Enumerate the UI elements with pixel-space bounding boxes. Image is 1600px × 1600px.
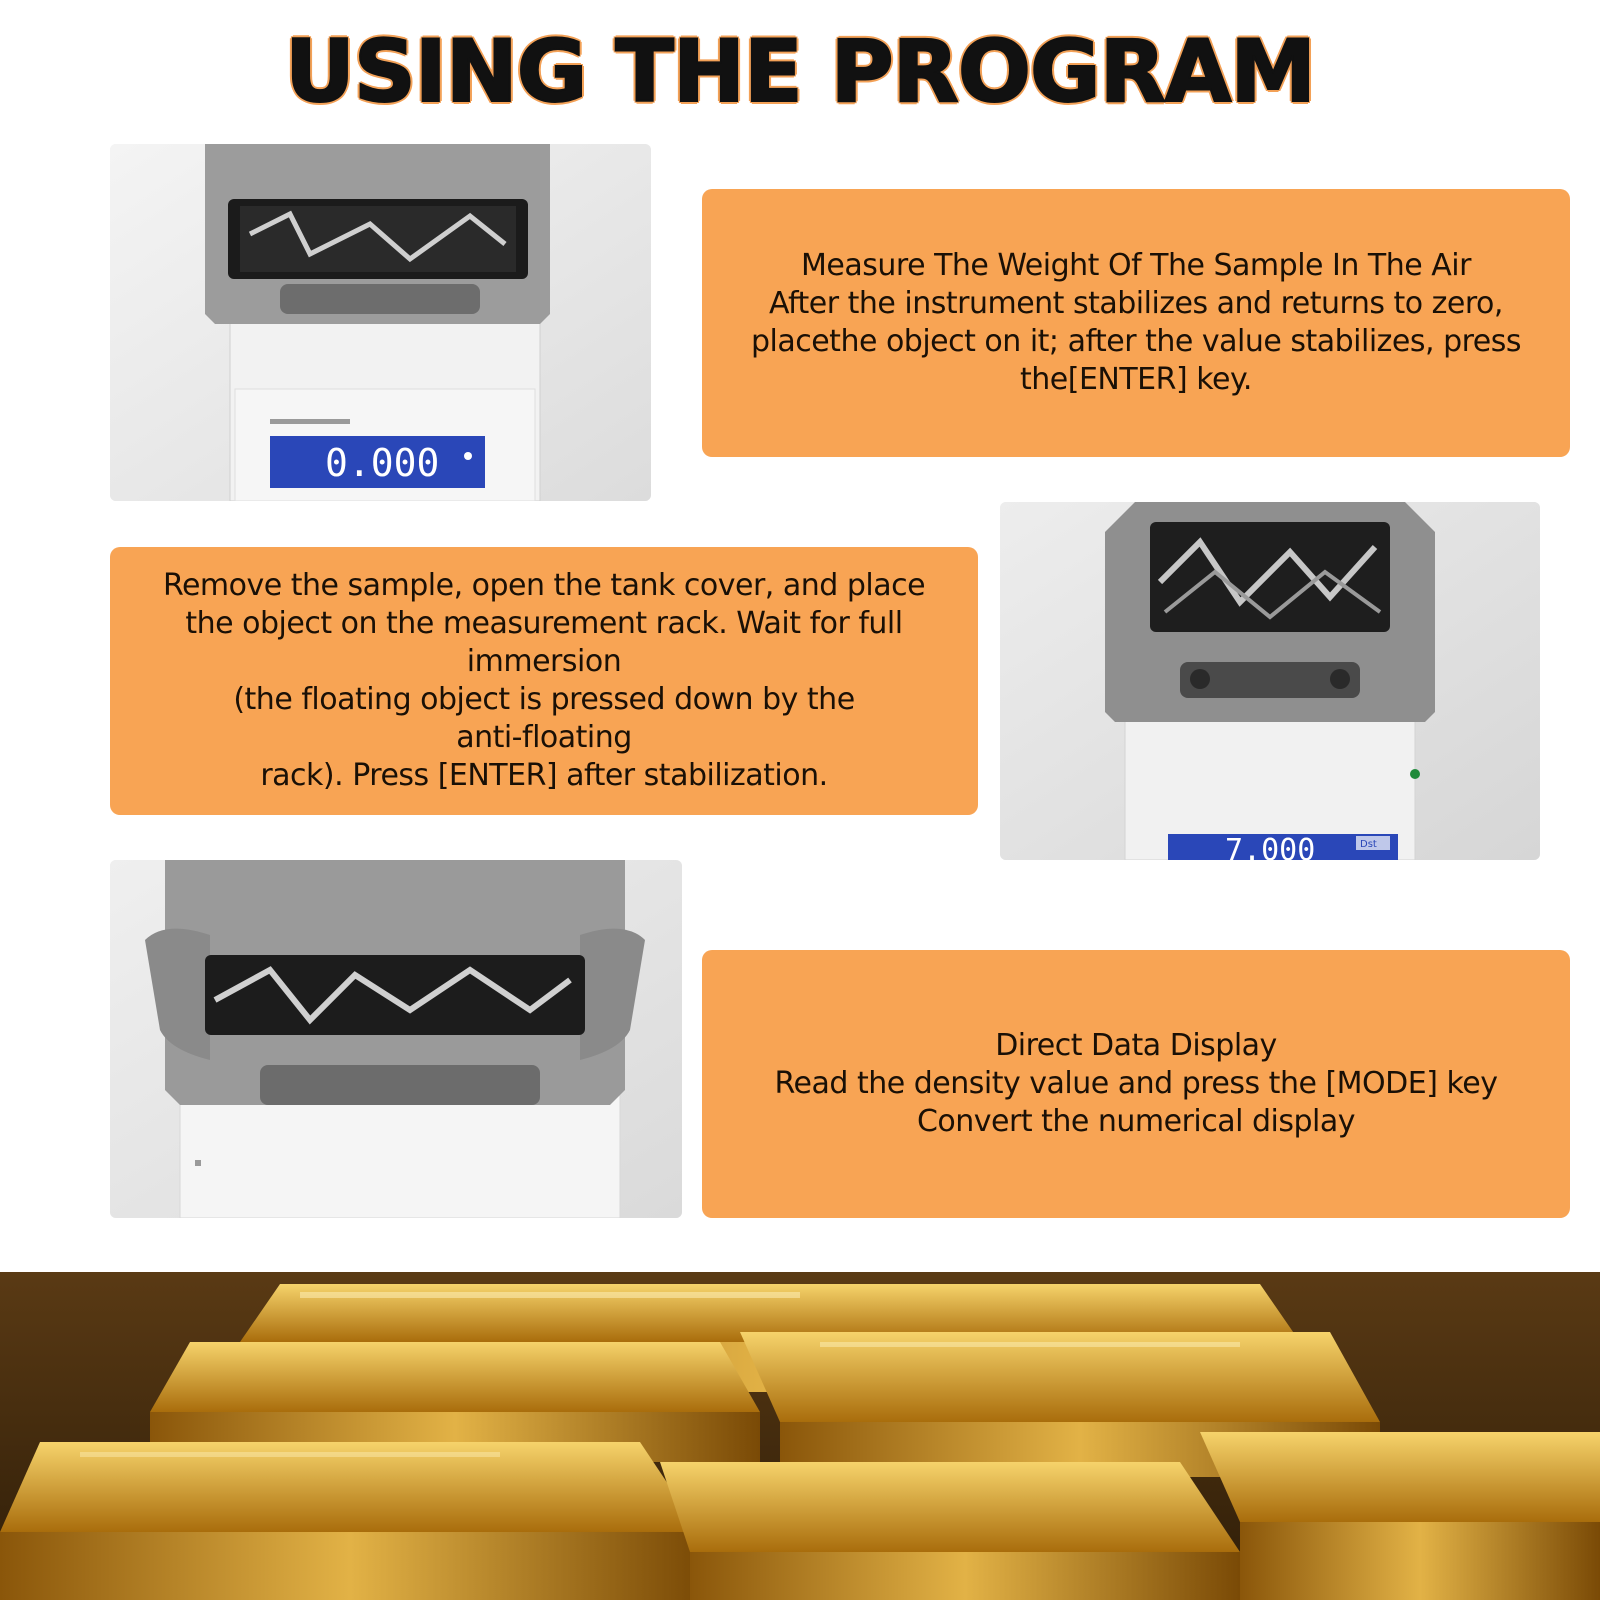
step-1-heading: Measure The Weight Of The Sample In The Air [801,248,1471,283]
step-2-line: anti-floating [456,720,632,755]
step-2-line: the object on the measurement rack. Wait for full [185,606,903,641]
step-3-panel [702,950,1570,1218]
photo-scale-air-weighing [110,144,651,501]
step-2-line: rack). Press [ENTER] after stabilization. [260,758,828,793]
step-1-panel [702,189,1570,457]
step-1-line: the[ENTER] key. [1020,362,1252,397]
lcd-badge: Dst [1360,839,1377,850]
step-1-line: placethe object on it; after the value stabilizes, press [750,324,1522,359]
step-3-text [775,1027,1498,1141]
lcd-readout: 0.000 [325,441,440,485]
step-2-line: immersion [466,644,622,679]
step-2-text [163,567,925,795]
step-2-line: Remove the sample, open the tank cover, and place [162,568,926,603]
lcd-readout: 7.000 [1225,833,1316,860]
gold-bars-banner [0,1272,1600,1600]
page-title: USING THE PROGRAM [285,22,1315,122]
photo-scale-data-display [110,860,682,1218]
step-2-panel [110,547,978,815]
step-1-text [751,247,1521,399]
step-3-heading: Direct Data Display [995,1028,1277,1063]
step-3-line: Read the density value and press the [MODE] key [774,1066,1498,1101]
step-1-line: After the instrument stabilizes and returns to zero, [769,286,1503,321]
photo-scale-immersion [1000,502,1540,860]
step-3-line: Convert the numerical display [916,1104,1356,1139]
step-2-line: (the floating object is pressed down by the [233,682,855,717]
